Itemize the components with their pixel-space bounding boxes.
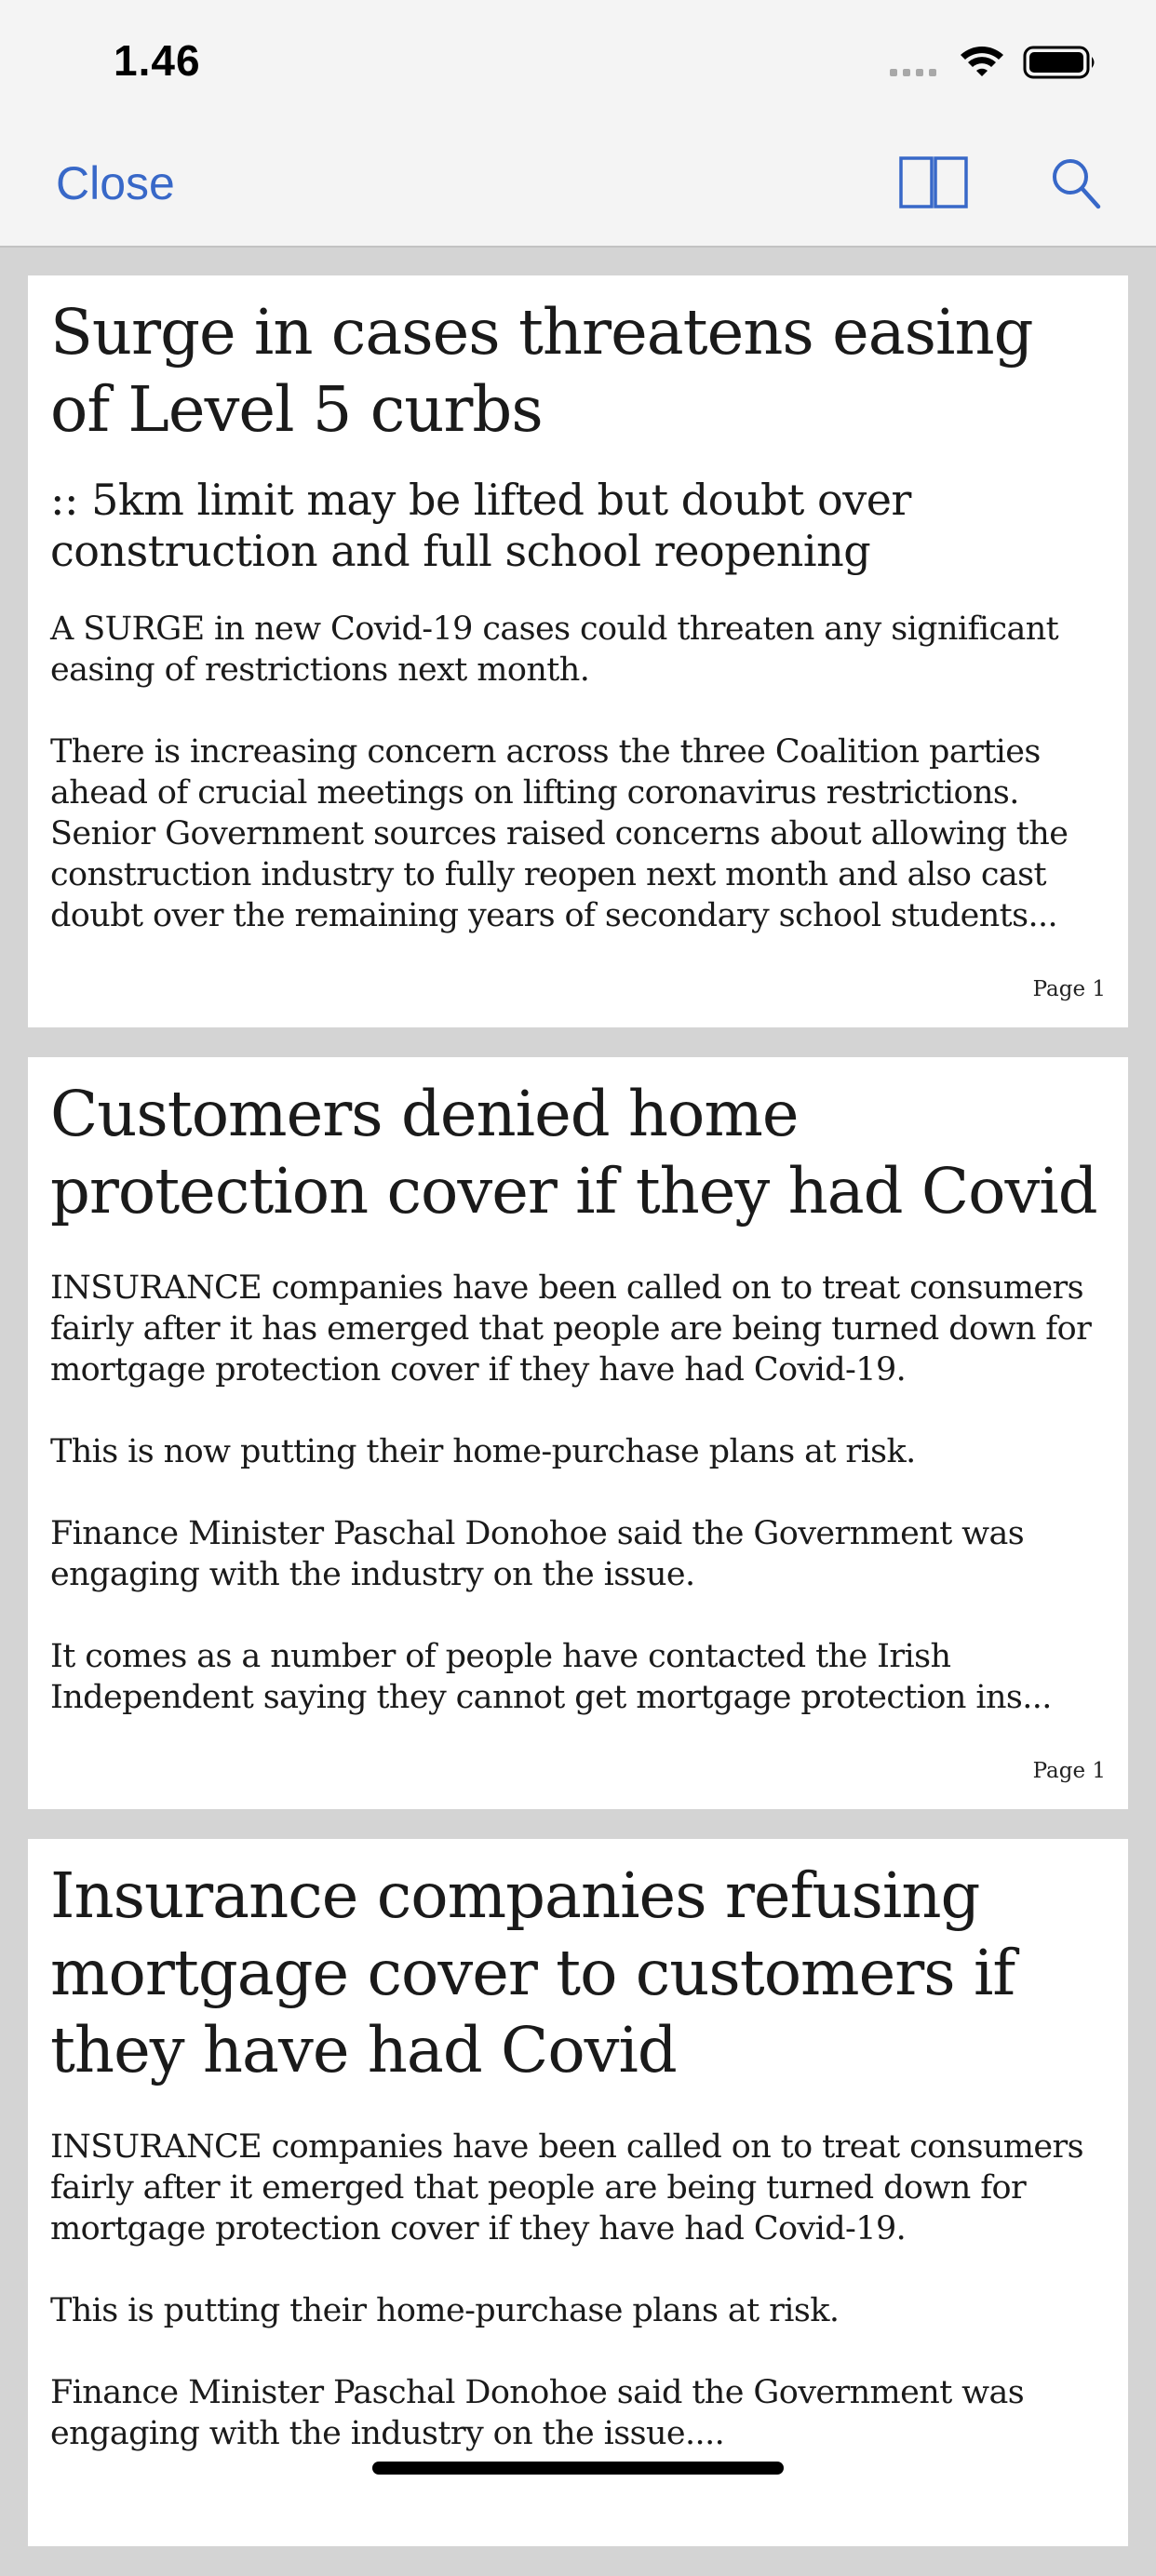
wifi-icon bbox=[959, 43, 1005, 78]
article-card[interactable] bbox=[28, 1839, 1128, 2546]
page-label: Page 1 bbox=[1032, 1759, 1106, 1783]
article-headline: Customers denied home protection cover if they had Covid bbox=[50, 1078, 1097, 1228]
article-feed bbox=[28, 275, 1128, 2576]
article-card[interactable] bbox=[28, 1057, 1128, 1809]
search-icon[interactable] bbox=[1050, 154, 1102, 210]
battery-icon bbox=[1023, 46, 1097, 79]
article-excerpt: INSURANCE companies have been called on to treat consumers fairly after it emerged that people are being turned down for mortgage protection cover if they have had Covid-19. This is putting their home-purchase plans at risk. Finance Minister Paschal Donohoe said the Government was engaging with the industry on the issue.... bbox=[50, 2128, 1083, 2452]
article-headline: Insurance companies refusing mortgage cover to customers if they have had Covid bbox=[50, 1859, 1015, 2086]
home-indicator[interactable] bbox=[372, 2462, 784, 2475]
close-button[interactable]: Close bbox=[56, 157, 175, 209]
status-time: 1.46 bbox=[114, 36, 201, 85]
status-bar bbox=[0, 0, 1156, 123]
page-label: Page 1 bbox=[1032, 977, 1106, 1001]
article-headline: Surge in cases threatens easing of Level 5 curbs bbox=[50, 296, 1033, 446]
article-excerpt: A SURGE in new Covid-19 cases could threaten any significant easing of restrictions next month. There is increasing concern across the three Coalition parties ahead of crucial meetings on lifting coronavirus restrictions. Senior Government sources raised concerns about allowing the construction industry to fully reopen next month and also cast doubt over the remaining years of secondary school students... bbox=[50, 610, 1069, 934]
article-card[interactable] bbox=[28, 275, 1128, 1027]
cellular-signal-icon bbox=[890, 69, 936, 76]
article-excerpt: INSURANCE companies have been called on to treat consumers fairly after it has emerged that people are being turned down for mortgage protection cover if they have had Covid-19. This is now putting their home-purchase plans at risk. Finance Minister Paschal Donohoe said the Government was engaging with the industry on the issue. It comes as a number of people have contacted the Irish Independent saying they cannot get mortgage protection ins... bbox=[50, 1269, 1092, 1716]
two-column-view-icon[interactable] bbox=[899, 154, 968, 210]
article-subhead: :: 5km limit may be lifted but doubt over construction and full school reopening bbox=[50, 475, 911, 576]
navigation-bar bbox=[0, 123, 1156, 248]
